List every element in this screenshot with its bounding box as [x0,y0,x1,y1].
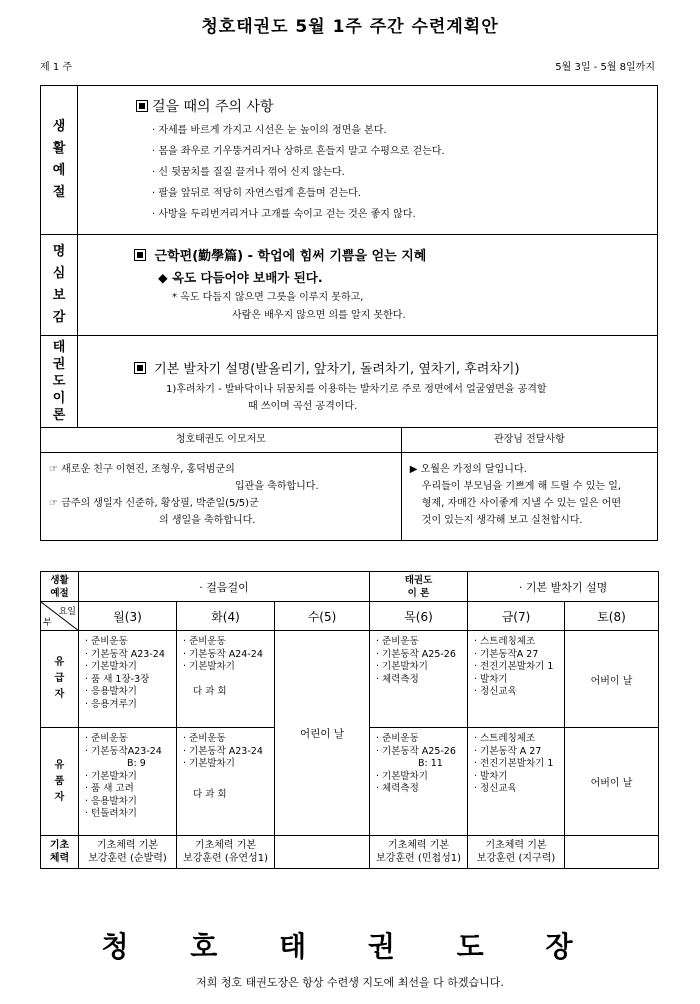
news-line: ☞ 새로운 친구 이현진, 조형우, 홍덕범군의 [49,464,235,475]
message-title: 관장님 전달사항 [401,428,657,453]
theory-line-2: 때 쓰이며 곡선 공격이다. [248,401,358,412]
dan-label: 유 품 자 [41,728,79,836]
schedule-cell-tue-fitness: 기초체력 기본 보강훈련 (유연성1) [177,836,275,869]
theory-content [78,336,658,428]
day-header: 금(7) [468,602,565,631]
day-header: 목(6) [370,602,468,631]
schedule-cell-tue-grade: · 준비운동 · 기본동작 A24-24 · 기본발차기 다 과 회 [177,631,275,728]
schedule-cell-wed-fitness [275,836,370,869]
theory-label: 태권도 이 론 [370,572,468,602]
corner-top-label: 요일 [58,607,76,617]
period-label: 5월 3일 - 5월 8일까지 [555,62,655,73]
square-bullet-icon [134,249,146,261]
square-bullet-icon [136,100,148,112]
schedule-cell-fri-dan: · 스트레칭체조 · 기본동작 A 27 · 전진기본발차기 1 · 발차기 · 정신교육 [468,728,565,836]
maxim-side-label: 명 심 보 감 [41,235,78,336]
life-content [78,86,658,235]
message-line: 형제, 자매간 사이좋게 지낼 수 있는 일은 어떤 [421,498,622,509]
news-content [41,453,402,541]
fitness-label: 기초 체력 [41,836,79,869]
schedule-cell-sat-dan: 어버이 날 [565,728,659,836]
news-line: ☞ 금주의 생일자 신준하, 황상필, 박준일(5/5)군 [49,498,259,509]
schedule-cell-fri-fitness: 기초체력 기본 보강훈련 (지구력) [468,836,565,869]
page-title: 청호태권도 5월 1주 주간 수련계획안 [201,17,499,37]
maxim-note-2: 사람은 배우지 않으면 의를 알지 못한다. [232,310,406,321]
schedule-cell-wed: 어린이 날 [275,631,370,836]
schedule-cell-thu-grade: · 준비운동 · 기본동작 A25-26 · 기본발차기 · 체력측정 [370,631,468,728]
message-content [401,453,657,541]
maxim-sub: ◆ 옥도 다듬어야 보배가 된다. [158,270,323,285]
life-side-label: 생 활 예 절 [41,86,78,235]
schedule-cell-sat-fitness [565,836,659,869]
maxim-content [78,235,658,336]
dojang-name: 청 호 태 권 도 장 [101,930,599,963]
theory-value: · 기본 발차기 설명 [468,572,659,602]
day-header: 월(3) [79,602,177,631]
schedule-cell-mon-dan: · 준비운동 · 기본동작A23-24 B: 9 · 기본발차기 · 품 새 고려 · 응용발차기 · 턴돌려차기 [79,728,177,836]
message-line: ▶ 오월은 가정의 달입니다. [409,464,527,475]
life-value: · 걸음걸이 [79,572,370,602]
theory-line-1: 1)후려차기 - 발바닥이나 뒤꿈치를 이용하는 발차기로 주로 정면에서 얼굴옆면을 공격할 [166,384,547,395]
list-item: · 팔을 앞뒤로 적당히 자연스럽게 흔들며 걷는다. [152,188,361,199]
maxim-heading: 근학편(勤學篇) - 학업에 힘써 기쁨을 얻는 지혜 [154,249,427,264]
schedule-cell-thu-dan: · 준비운동 · 기본동작 A25-26 B: 11 · 기본발차기 · 체력측정 [370,728,468,836]
day-header: 토(8) [565,602,659,631]
schedule-cell-thu-fitness: 기초체력 기본 보강훈련 (민첩성1) [370,836,468,869]
schedule-cell-mon-grade: · 준비운동 · 기본동작 A23-24 · 기본발차기 · 품 새 1장-3장 · 응용발차기 · 응용겨루기 [79,631,177,728]
schedule-cell-fri-grade: · 스트레칭체조 · 기본동작A 27 · 전진기본발차기 1 · 발차기 · 정신교육 [468,631,565,728]
weekly-info-table [40,85,658,541]
news-title: 청호태권도 이모저모 [41,428,402,453]
week-label: 제 1 주 [40,62,73,73]
corner-bottom-label: 부 [43,618,52,628]
grade-label: 유 급 자 [41,631,79,728]
message-line: 것이 있는지 생각해 보고 실천합시다. [421,515,583,526]
theory-heading: 기본 발차기 설명(발올리기, 앞차기, 돌려차기, 옆차기, 후려차기) [154,362,520,377]
list-item: · 사방을 두리번거리거나 고개를 숙이고 걷는 것은 좋지 않다. [152,209,416,220]
day-header: 수(5) [275,602,370,631]
weekly-schedule-table [40,571,659,869]
maxim-note-1: * 옥도 다듬지 않으면 그릇을 이루지 못하고, [172,292,364,303]
news-line: 의 생일을 축하합니다. [159,515,256,526]
life-heading: 걸을 때의 주의 사항 [152,99,274,115]
list-item: · 자세를 바르게 가지고 시선은 눈 높이의 정면을 본다. [152,125,387,136]
list-item: · 신 뒷꿈치를 질질 끌거나 꺾어 신지 않는다. [152,167,345,178]
slogan: 저희 청호 태권도장은 항상 수련생 지도에 최선을 다 하겠습니다. [196,976,504,989]
schedule-cell-sat-grade: 어버이 날 [565,631,659,728]
news-line: 입관을 축하합니다. [235,481,319,492]
schedule-cell-tue-dan: · 준비운동 · 기본동작 A23-24 · 기본발차기 다 과 회 [177,728,275,836]
life-label: 생활 예절 [41,572,79,602]
message-line: 우리들이 부모님을 기쁘게 해 드릴 수 있는 일, [421,481,622,492]
theory-side-label: 태 권 도 이 론 [41,336,78,428]
schedule-cell-mon-fitness: 기초체력 기본 보강훈련 (순발력) [79,836,177,869]
square-bullet-icon [134,362,146,374]
corner-cell [41,602,79,631]
day-header: 화(4) [177,602,275,631]
list-item: · 몸을 좌우로 기우뚱거리거나 상하로 흔들지 말고 수평으로 걷는다. [152,146,445,157]
